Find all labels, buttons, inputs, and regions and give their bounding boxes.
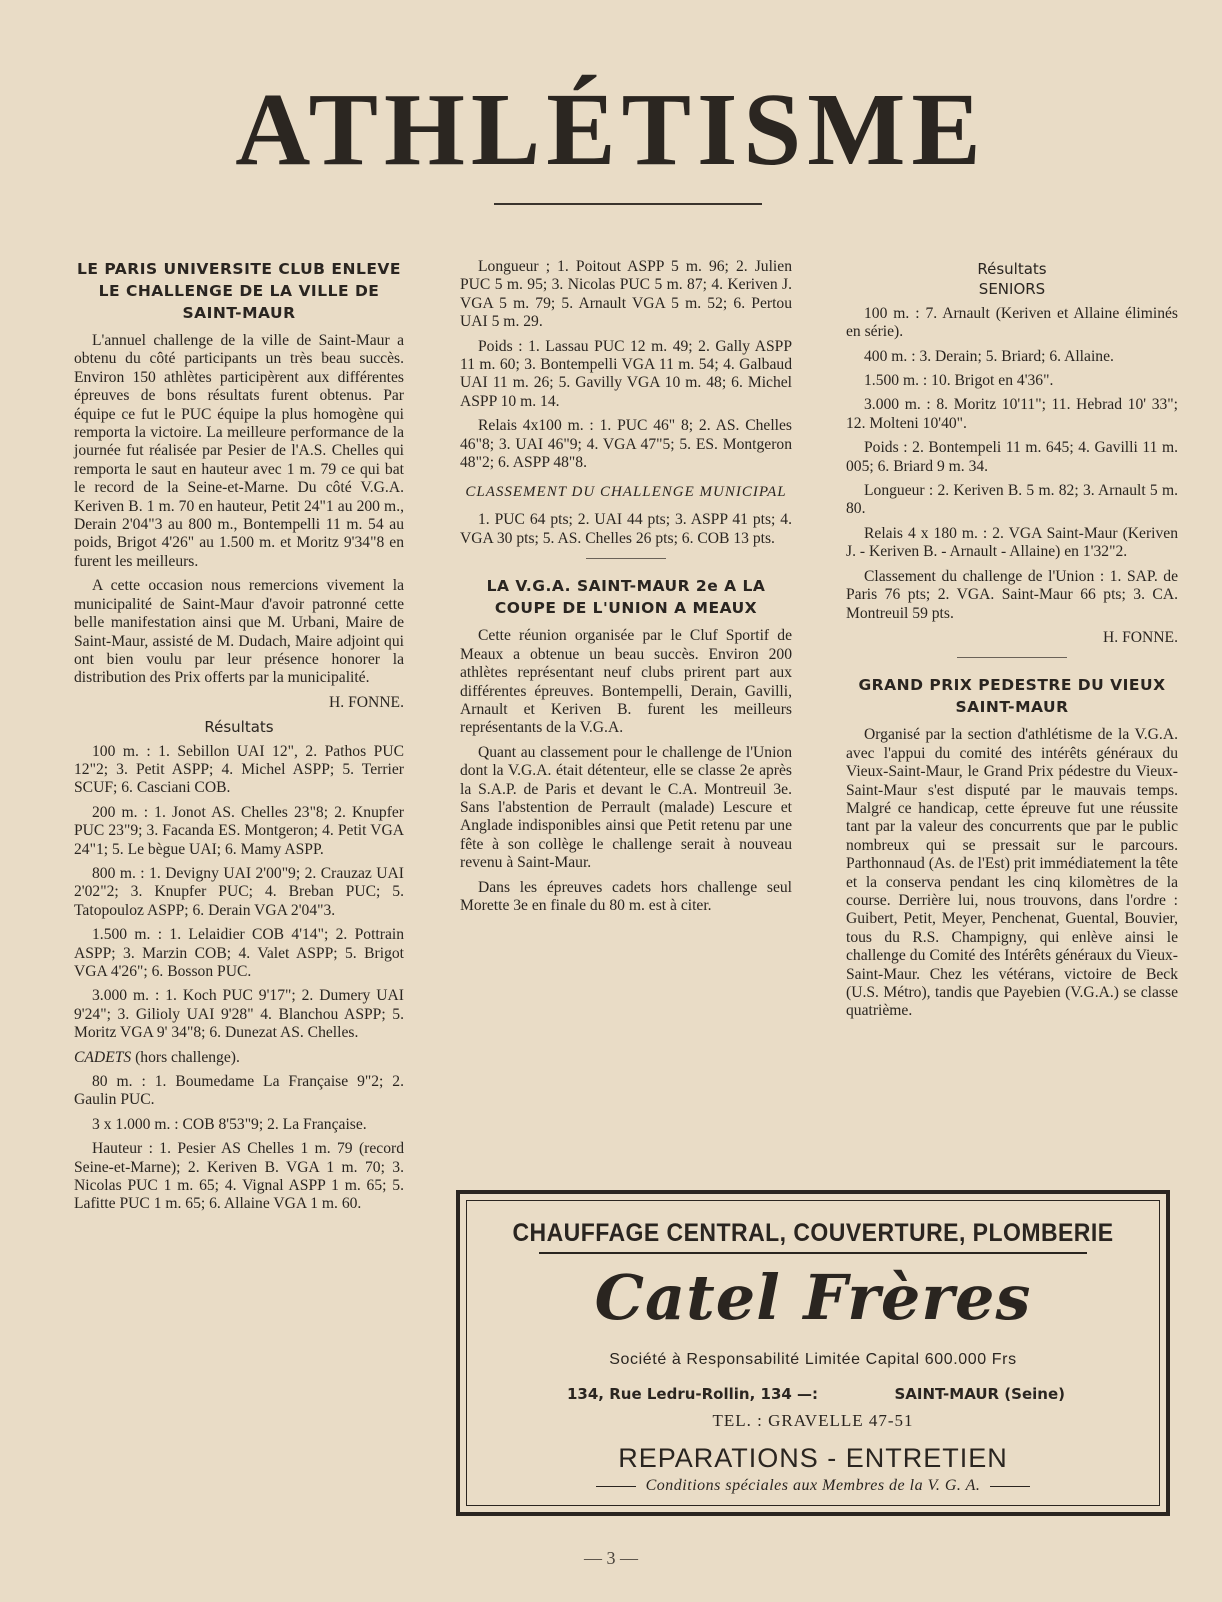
result-line: 3 x 1.000 m. : COB 8'53"9; 2. La Française. bbox=[92, 1115, 367, 1133]
results-heading: Résultats bbox=[977, 260, 1047, 278]
article-paragraph: Organisé par la section d'athlétisme de la V.G.A. avec l'appui du comité des intérêts généraux du Vieux-Saint-Maur, le Grand Prix pédestre du Vieux-Saint-Maur s'est disputé par le mauvais temps. Malgré ce handicap, cette épreuve fut une réussite tant par la valeur des concurrents que par le public nombreux qui se pressait sur le parcours. Parthonnaud (As. de l'Est) prit immédiatement la tête et la conserva pendant les cinq kilomètres de la course. Derrière lui, nous trouvons, dans l'ordre : Guibert, Petit, Meyer, Penchenat, Guental, Bouvier, tous du R.S. Champigny, qui enlève ainsi le challenge du Comité des Intérêts généraux du Vieux-Saint-Maur. Chez les vétérans, victoire de Beck (U.S. Métro), tandis que Payebien (V.G.A.) se classe quatrième. bbox=[846, 726, 1178, 1020]
article-paragraph: Cette réunion organisée par le Cluf Sportif de Meaux a obtenue un beau succès. Environ 200 athlètes représentant neuf clubs prirent part aux différentes épreuves. Bontempelli, Derain, Gavilli, Arnault et Keriven B. furent les meilleurs représentants de la V.G.A. bbox=[460, 627, 792, 737]
result-line: 800 m. : 1. Devigny UAI 2'00"9; 2. Crauzaz UAI 2'02"2; 3. Knupfer PUC; 4. Breban PUC; 5. Tatopouloz ASPP; 6. Derain VGA 2'04"3. bbox=[74, 864, 404, 919]
result-line: Relais 4 x 180 m. : 2. VGA Saint-Maur (Keriven J. - Keriven B. - Arnault - Allaine) en 1'32"2. bbox=[846, 524, 1178, 561]
signature: H. FONNE. bbox=[329, 693, 404, 711]
result-line: Classement du challenge de l'Union : 1. SAP. de Paris 76 pts; 2. VGA. Saint-Maur 66 pts; 3. CA. Montreuil 59 pts. bbox=[846, 567, 1178, 622]
result-line: Hauteur : 1. Pesier AS Chelles 1 m. 79 (record Seine-et-Marne); 2. Keriven B. VGA 1 m. 70; 3. Nicolas PUC 1 m. 65; 4. Vignal ASPP 1 m. 65; 5. Lafitte PUC 1 m. 65; 6. Allaine VGA 1 m. 60. bbox=[74, 1140, 404, 1213]
result-line: 100 m. : 7. Arnault (Keriven et Allaine éliminés en série). bbox=[846, 304, 1178, 341]
results-heading: Résultats bbox=[204, 718, 274, 737]
result-line: 1.500 m. : 10. Brigot en 4'36". bbox=[864, 372, 1054, 390]
ad-conditions-line bbox=[467, 1477, 1159, 1495]
result-line: Poids : 2. Bontempeli 11 m. 645; 4. Gavilli 11 m. 005; 6. Briard 9 m. 34. bbox=[846, 439, 1178, 475]
result-line: 3.000 m. : 8. Moritz 10'11"; 11. Hebrad 10' 33"; 12. Molteni 10'40". bbox=[846, 396, 1178, 432]
ad-rule bbox=[539, 1252, 1087, 1254]
cadets-label: CADETS bbox=[74, 1048, 132, 1066]
result-line: 1.500 m. : 1. Lelaidier COB 4'14"; 2. Pottrain ASPP; 3. Marzin COB; 4. Valet ASPP; 5. Brigot VGA 4'26"; 6. Bosson PUC. bbox=[74, 926, 404, 980]
article-paragraph: L'annuel challenge de la ville de Saint-Maur a obtenu du côté participants un très beau succès. Environ 150 athlètes participèrent aux différentes épreuves de bons résultats furent obtenus. Par équipe ce fut le PUC équipe la plus homogène qui remporta la victoire. La meilleure performance de la journée fut réalisée par Pesier de l'A.S. Chelles qui remporta le saut en hauteur avec 1 m. 79 ce qui bat le record de la Seine-et-Marne. Du côté V.G.A. Keriven B. 1 m. 70 en hauteur, Petit 24"1 au 200 m., Derain 2'04"3 au 800 m., Bontempelli 11 m. 54 au poids, Brigot 4'26" au 1.500 m. et Moritz 9'34"8 en furent les meilleurs. bbox=[74, 332, 404, 570]
section-divider bbox=[957, 657, 1067, 658]
result-line: Poids : 1. Lassau PUC 12 m. 49; 2. Gally ASPP 11 m. 60; 3. Bontempelli VGA 11 m. 54; 4. Galbaud UAI 11 m. 26; 5. Gavilly VGA 10 m. 48; 6. Michel ASPP 10 m. 14. bbox=[460, 337, 792, 410]
result-line: 200 m. : 1. Jonot AS. Chelles 23"8; 2. Knupfer PUC 23"9; 3. Facanda ES. Montgeron; 4. Petit VGA 24"1; 5. Le bègue UAI; 6. Mamy ASPP. bbox=[74, 803, 404, 858]
cadets-line bbox=[74, 1049, 404, 1067]
result-line: 1. PUC 64 pts; 2. UAI 44 pts; 3. ASPP 41 pts; 4. VGA 30 pts; 5. AS. Chelles 26 pts; 6. COB 13 pts. bbox=[460, 511, 792, 547]
ad-address: 134, Rue Ledru-Rollin, 134 —: bbox=[567, 1385, 819, 1403]
page-title: ATHLÉTISME bbox=[235, 72, 987, 187]
column-2 bbox=[460, 258, 792, 921]
article-paragraph: Dans les épreuves cadets hors challenge seul Morette 3e en finale du 80 m. est à citer. bbox=[460, 878, 792, 914]
article-heading-puc: LE PARIS UNIVERSITE CLUB ENLEVE LE CHALLENGE DE LA VILLE DE SAINT-MAUR bbox=[77, 260, 401, 322]
seniors-heading: SENIORS bbox=[978, 280, 1046, 299]
result-line: 100 m. : 1. Sebillon UAI 12", 2. Pathos PUC 12"2; 3. Petit ASPP; 4. Michel ASPP; 5. Terrier SCUF; 6. Casciani COB. bbox=[74, 742, 404, 797]
cadets-note: (hors challenge). bbox=[131, 1048, 240, 1066]
result-line: Longueur : 2. Keriven B. 5 m. 82; 3. Arnault 5 m. 80. bbox=[846, 482, 1178, 518]
column-3 bbox=[846, 258, 1178, 1027]
article-paragraph: A cette occasion nous remercions vivement la municipalité de Saint-Maur d'avoir patronné cette belle manifestation ainsi que M. Urbani, Maire de Saint-Maur, assisté de M. Dudach, Maire adjoint qui ont bien voulu par leur présence honorer la distribution des Prix offerts par la municipalité. bbox=[74, 577, 404, 687]
result-line: 80 m. : 1. Boumedame La Française 9"2; 2. Gaulin PUC. bbox=[74, 1073, 404, 1109]
title-divider bbox=[494, 203, 762, 205]
ad-reparations: REPARATIONS - ENTRETIEN bbox=[618, 1443, 1008, 1473]
ad-brand: Catel Frères bbox=[594, 1261, 1032, 1334]
advertisement bbox=[456, 1190, 1170, 1516]
column-1 bbox=[74, 258, 404, 1220]
result-line: Longueur ; 1. Poitout ASPP 5 m. 96; 2. Julien PUC 5 m. 95; 3. Nicolas PUC 5 m. 87; 4. Keriven J. VGA 5 m. 79; 5. Arnault VGA 5 m. 52; 6. Pertou UAI 5 m. 29. bbox=[460, 258, 792, 331]
ad-company-info: Société à Responsabilité Limitée Capital 600.000 Frs bbox=[609, 1351, 1017, 1368]
ad-city: SAINT-MAUR (Seine) bbox=[894, 1385, 1065, 1403]
ad-conditions: Conditions spéciales aux Membres de la V. G. A. bbox=[645, 1477, 981, 1494]
signature: H. FONNE. bbox=[1103, 628, 1178, 646]
classement-heading: CLASSEMENT DU CHALLENGE MUNICIPAL bbox=[465, 484, 787, 501]
article-heading-vga: LA V.G.A. SAINT-MAUR 2e A LA COUPE DE L'UNION A MEAUX bbox=[486, 577, 766, 618]
dash-left bbox=[596, 1486, 636, 1487]
result-line: 400 m. : 3. Derain; 5. Briard; 6. Allaine. bbox=[864, 347, 1114, 365]
ad-inner-frame bbox=[466, 1200, 1160, 1506]
ad-services: CHAUFFAGE CENTRAL, COUVERTURE, PLOMBERIE bbox=[512, 1219, 1114, 1247]
result-line: Relais 4x100 m. : 1. PUC 46" 8; 2. AS. Chelles 46"8; 3. UAI 46"9; 4. VGA 47"5; 5. ES. Montgeron 48"2; 6. ASPP 48"8. bbox=[460, 417, 792, 472]
section-divider bbox=[586, 558, 666, 559]
dash-right bbox=[990, 1486, 1030, 1487]
result-line: 3.000 m. : 1. Koch PUC 9'17"; 2. Dumery UAI 9'24"; 3. Gilioly UAI 9'28" 4. Blanchou ASPP; 5. Moritz VGA 9' 34"8; 6. Dunezat AS. Chelles. bbox=[74, 987, 404, 1042]
ad-telephone: TEL. : GRAVELLE 47-51 bbox=[712, 1411, 914, 1430]
article-paragraph: Quant au classement pour le challenge de l'Union dont la V.G.A. était détenteur, elle se classe 2e après la S.A.P. de Paris et devant le C.A. Montreuil 3e. Sans l'abstention de Perrault (malade) Lescure et Anglade indisponibles ainsi que Petit retenu par une fête à son collège le challenge serait à nouveau revenu à Saint-Maur. bbox=[460, 743, 792, 872]
page-number: — 3 — bbox=[584, 1548, 638, 1568]
article-heading-grand-prix: GRAND PRIX PEDESTRE DU VIEUX SAINT-MAUR bbox=[858, 676, 1166, 717]
